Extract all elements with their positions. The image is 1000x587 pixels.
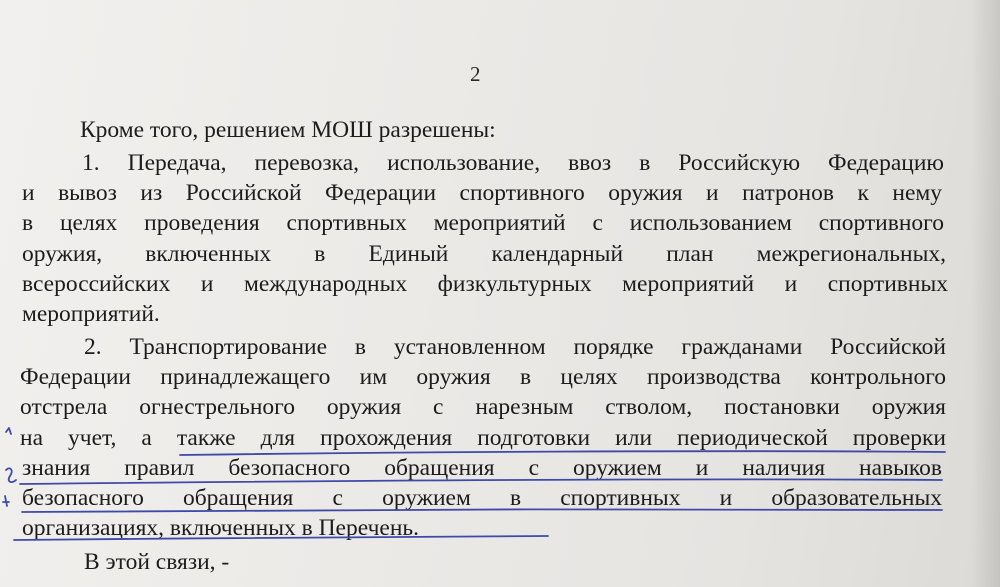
text-line: безопасного обращения с оружием в спортивных и образовательных [22,485,942,511]
text-line: 2. Транспортирование в установленном порядке гражданами Российской [84,334,946,360]
ink-margin-mark [6,428,11,434]
text-line: в целях проведения спортивных мероприятий с использованием спортивного [22,210,944,236]
ink-underline [20,479,942,484]
ink-underline [180,451,945,455]
text-line: всероссийских и международных физкультурных мероприятий и спортивных [22,271,948,297]
ink-underline [14,536,548,540]
text-line: на учет, а также для прохождения подготовки или периодической проверки [20,425,946,451]
text-line: оружия, включенных в Единый календарный план межрегиональных, [22,241,946,267]
text-line: отстрела огнестрельного оружия с нарезным стволом, постановки оружия [20,394,946,420]
page-number: 2 [470,62,481,86]
text-line: мероприятий. [22,301,160,327]
ink-underline [22,509,942,512]
text-line: организациях, включенных в Перечень. [22,515,419,541]
text-line: Федерации принадлежащего им оружия в целях производства контрольного [20,364,946,390]
ink-margin-mark [3,496,9,506]
text-line: знания правил безопасного обращения с оружием и наличия навыков [22,455,942,481]
text-line: 1. Передача, перевозка, использование, ввоз в Российскую Федерацию [82,150,944,176]
ink-margin-mark [6,468,16,482]
paragraph-closing: В этой связи, - [84,549,230,575]
paragraph-intro: Кроме того, решением МОШ разрешены: [80,117,496,143]
text-line: и вывоз из Российской Федерации спортивного оружия и патронов к нему [22,180,942,206]
